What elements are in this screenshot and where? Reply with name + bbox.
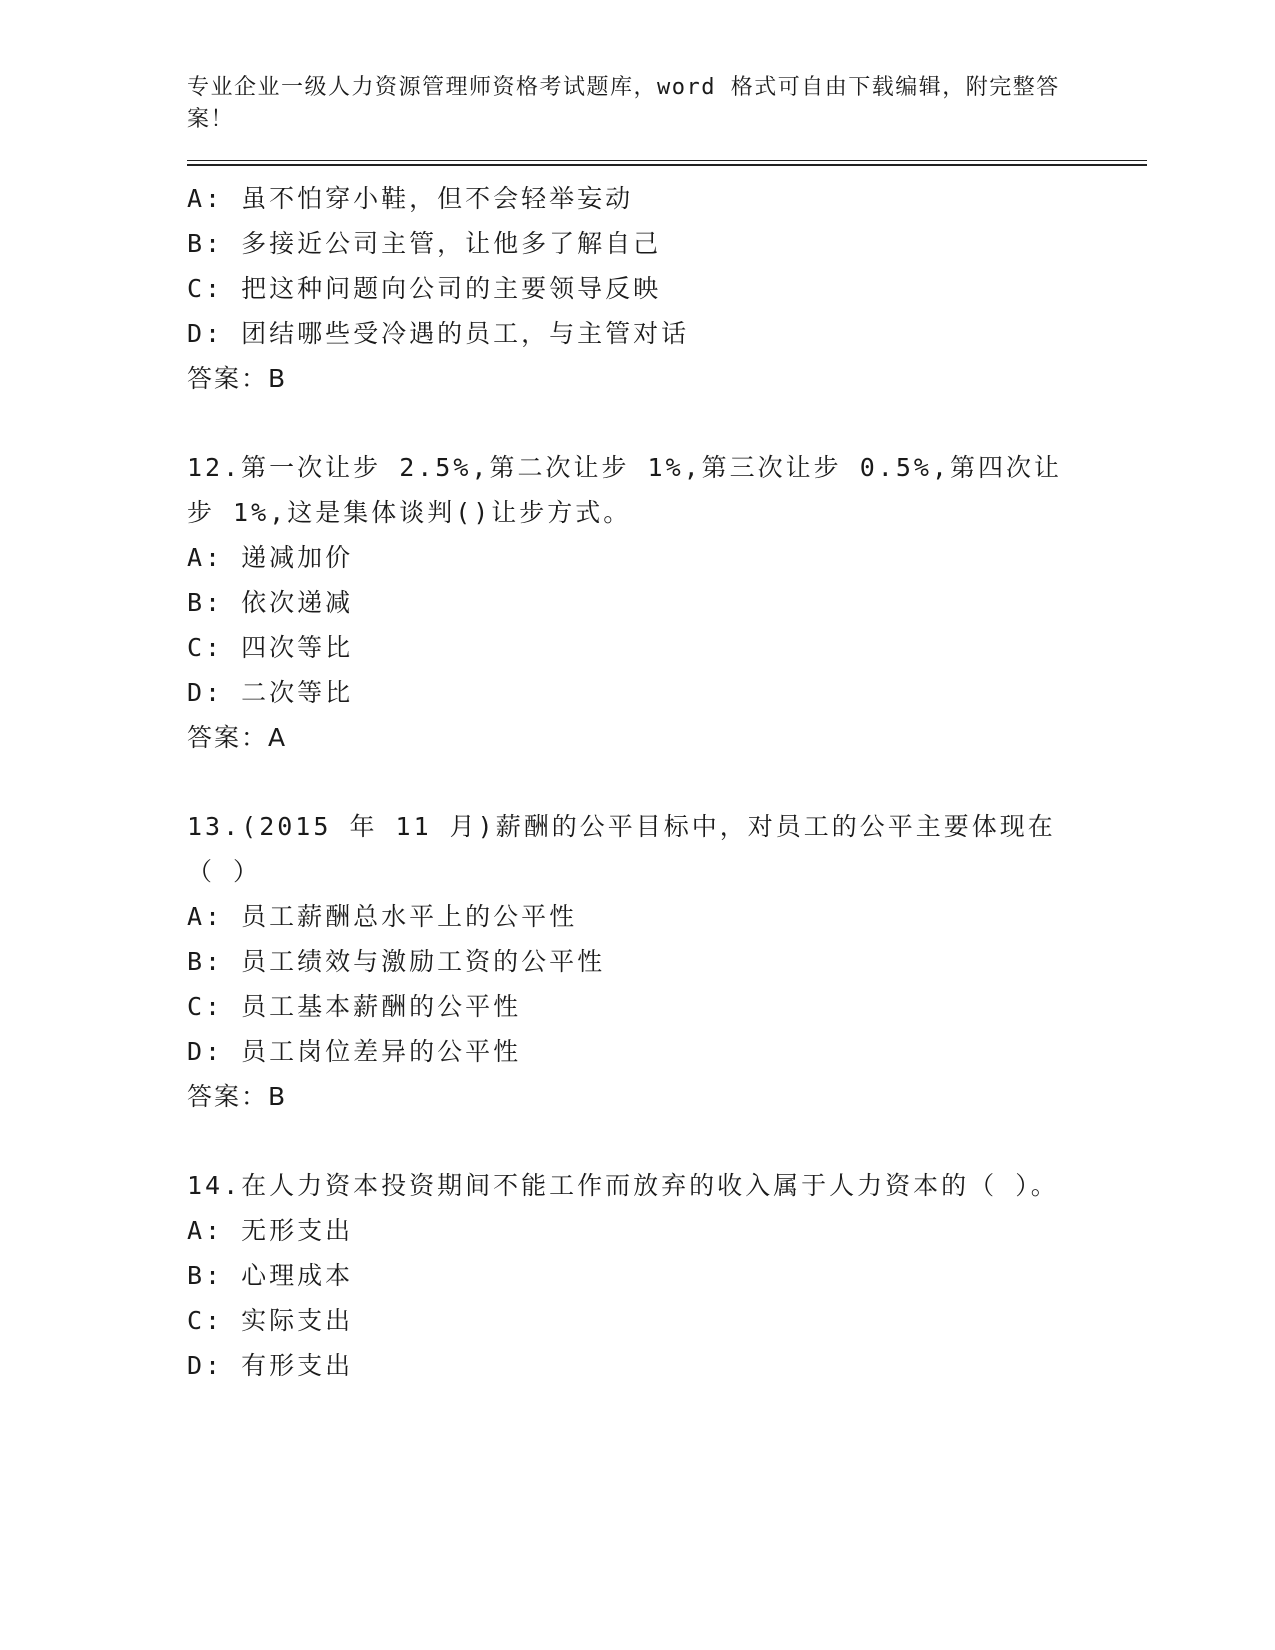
option-a: A: 递减加价 [187,543,354,572]
option-c: C: 四次等比 [187,633,354,662]
option-a: A: 员工薪酬总水平上的公平性 [187,902,578,931]
option-c: C: 实际支出 [187,1306,354,1335]
answer-line: 答案：B [187,1082,288,1111]
option-c: C: 把这种问题向公司的主要领导反映 [187,274,662,303]
option-c: C: 员工基本薪酬的公平性 [187,992,522,1021]
option-b: B: 员工绩效与激励工资的公平性 [187,947,606,976]
option-a: A: 虽不怕穿小鞋，但不会轻举妄动 [187,184,634,213]
question-14 [187,1163,1147,1388]
option-d: D: 有形支出 [187,1351,354,1380]
question-text: 14.在人力资本投资期间不能工作而放弃的收入属于人力资本的（ ）。 [187,1171,1059,1200]
answer-line: 答案：B [187,364,288,393]
question-text: 13.(2015 年 11 月)薪酬的公平目标中，对员工的公平主要体现在（ ） [187,812,1056,886]
answer-line: 答案：A [187,723,288,752]
question-text: 12.第一次让步 2.5%,第二次让步 1%,第三次让步 0.5%,第四次让步 1%,这是集体谈判()让步方式。 [187,453,1062,527]
option-d: D: 二次等比 [187,678,354,707]
question-13 [187,804,1147,1119]
option-d: D: 团结哪些受冷遇的员工，与主管对话 [187,319,690,348]
question-11 [187,176,1147,401]
option-b: B: 心理成本 [187,1261,354,1290]
document-header: 专业企业一级人力资源管理师资格考试题库，word 格式可自由下载编辑，附完整答案！ [187,75,1060,132]
option-d: D: 员工岗位差异的公平性 [187,1037,522,1066]
option-b: B: 依次递减 [187,588,354,617]
document-page [187,72,1147,1388]
option-b: B: 多接近公司主管，让他多了解自己 [187,229,662,258]
header-divider [187,160,1147,166]
option-a: A: 无形支出 [187,1216,354,1245]
question-12 [187,445,1147,760]
